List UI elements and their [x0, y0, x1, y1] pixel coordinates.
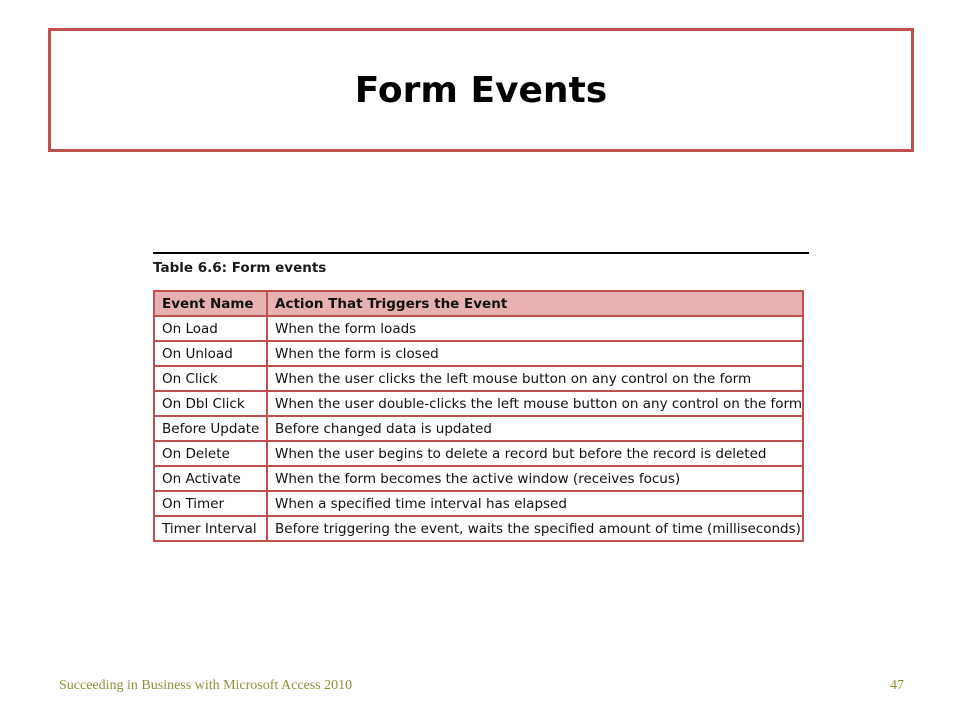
form-events-table	[153, 290, 804, 542]
header-event-name: Event Name	[154, 291, 267, 316]
page-number: 47	[890, 678, 904, 693]
table-top-rule	[153, 252, 809, 254]
event-name-cell: On Activate	[154, 466, 267, 491]
event-name-cell: On Timer	[154, 491, 267, 516]
table-row	[154, 441, 803, 466]
event-name-cell: On Unload	[154, 341, 267, 366]
event-action-cell: When the form loads	[267, 316, 803, 341]
table-figure	[153, 252, 809, 542]
title-box	[48, 28, 914, 152]
event-action-cell: When the user begins to delete a record but before the record is deleted	[267, 441, 803, 466]
event-action-cell: When the form is closed	[267, 341, 803, 366]
event-action-cell: When a specified time interval has elapsed	[267, 491, 803, 516]
table-row	[154, 366, 803, 391]
event-action-cell: When the user double-clicks the left mouse button on any control on the form	[267, 391, 803, 416]
table-row	[154, 516, 803, 541]
event-name-cell: Timer Interval	[154, 516, 267, 541]
table-header-row	[154, 291, 803, 316]
event-name-cell: Before Update	[154, 416, 267, 441]
table-caption: Table 6.6: Form events	[153, 260, 327, 276]
event-action-cell: Before triggering the event, waits the specified amount of time (milliseconds)	[267, 516, 803, 541]
table-row	[154, 416, 803, 441]
table-row	[154, 466, 803, 491]
event-name-cell: On Click	[154, 366, 267, 391]
slide-title: Form Events	[354, 69, 608, 111]
header-action: Action That Triggers the Event	[267, 291, 803, 316]
event-name-cell: On Delete	[154, 441, 267, 466]
table-row	[154, 316, 803, 341]
event-name-cell: On Dbl Click	[154, 391, 267, 416]
event-action-cell: When the user clicks the left mouse button on any control on the form	[267, 366, 803, 391]
table-row	[154, 341, 803, 366]
event-action-cell: Before changed data is updated	[267, 416, 803, 441]
event-action-cell: When the form becomes the active window (receives focus)	[267, 466, 803, 491]
table-row	[154, 491, 803, 516]
table-row	[154, 391, 803, 416]
event-name-cell: On Load	[154, 316, 267, 341]
footer-book-title: Succeeding in Business with Microsoft Access 2010	[59, 678, 353, 693]
